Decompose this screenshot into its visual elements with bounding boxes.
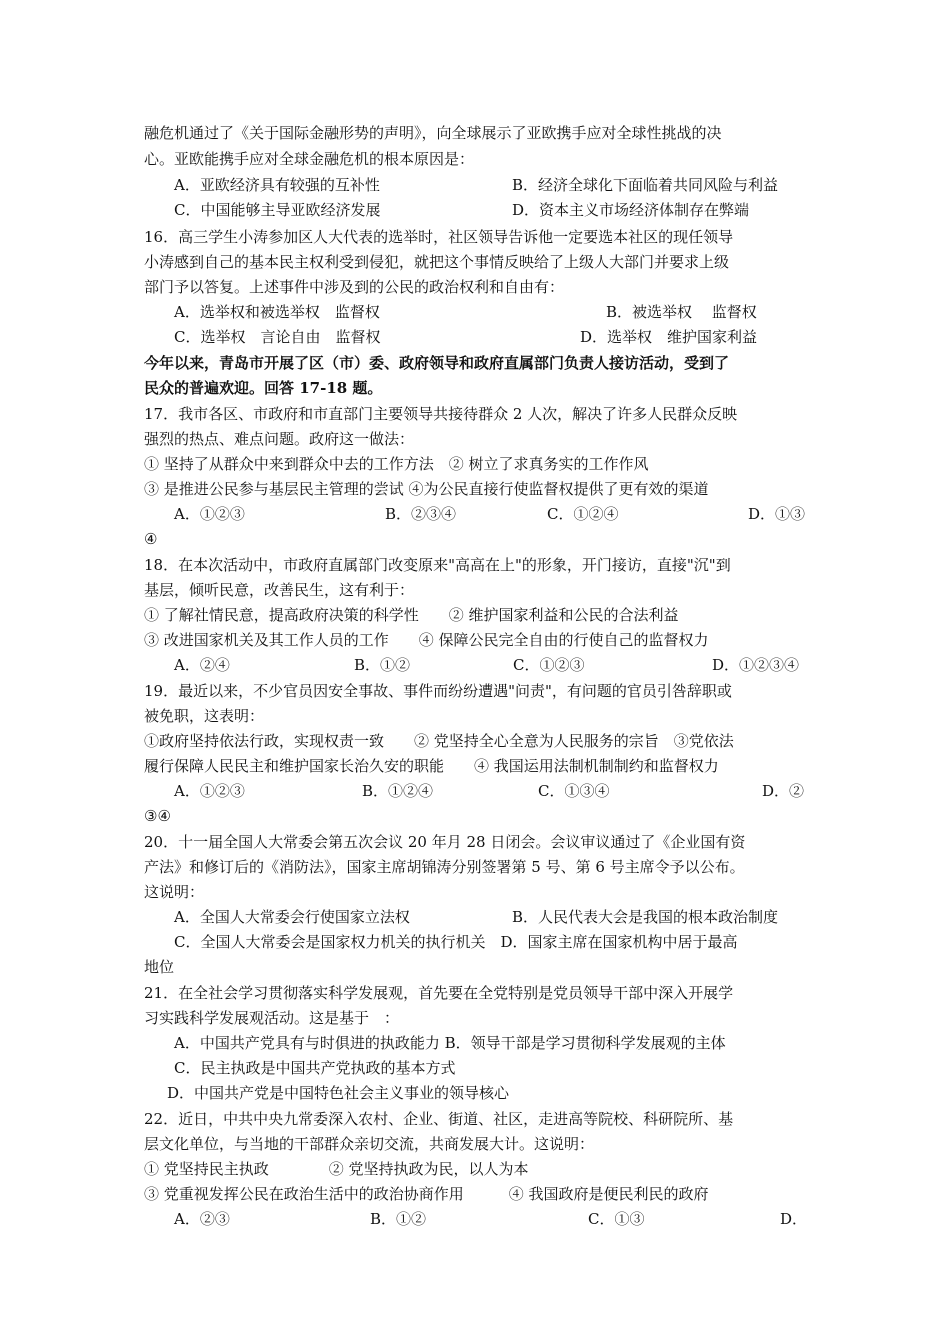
- q15-text-line-1: 融危机通过了《关于国际金融形势的声明》，向全球展示了亚欧携手应对全球性挑战的决: [144, 124, 722, 142]
- q18-text-line-2: 基层，倾听民意，改善民生，这有利于：: [144, 581, 415, 599]
- section-intro-line-2: 民众的普遍欢迎。回答 17-18 题。: [144, 379, 383, 397]
- q19-statement-line-2: 履行保障人民民主和维护国家长治久安的职能 ④ 我国运用法制机制制约和监督权力: [144, 757, 719, 775]
- q16-option-d: D．选举权 维护国家利益: [580, 328, 758, 346]
- q16-text-line-1: 16．高三学生小涛参加区人大代表的选举时，社区领导告诉他一定要选本社区的现任领导: [144, 228, 734, 246]
- q16-text-line-2: 小涛感到自己的基本民主权利受到侵犯，就把这个事情反映给了上级人大部门并要求上级: [144, 253, 730, 271]
- q17-text-line-2: 强烈的热点、难点问题。政府这一做法：: [144, 430, 415, 448]
- q16-text-line-3: 部门予以答复。上述事件中涉及到的公民的政治权利和自由有：: [144, 278, 565, 296]
- q19-option-d-wrap: ③④: [144, 807, 171, 825]
- q20-option-b: B．人民代表大会是我国的根本政治制度: [512, 908, 779, 926]
- q17-option-c: C．①②④: [547, 505, 619, 523]
- q19-option-b: B．①②④: [362, 782, 434, 800]
- q17-option-d-wrap: ④: [144, 530, 158, 548]
- q19-option-a: A．①②③: [174, 782, 245, 800]
- q20-text-line-1: 20．十一届全国人大常委会第五次会议 20 年月 28 日闭会。会议审议通过了《企业国有资: [144, 833, 746, 851]
- q17-text-line-1: 17．我市各区、市政府和市直部门主要领导共接待群众 2 人次，解决了许多人民群众反映: [144, 405, 738, 423]
- q21-option-c: C．民主执政是中国共产党执政的基本方式: [174, 1059, 456, 1077]
- q22-option-a: A．②③: [174, 1210, 230, 1228]
- q20-option-a: A．全国人大常委会行使国家立法权: [174, 908, 410, 926]
- q17-statement-line-2: ③ 是推进公民参与基层民主管理的尝试 ④为公民直接行使监督权提供了更有效的渠道: [144, 480, 709, 498]
- q16-option-a: A．选举权和被选举权 监督权: [174, 303, 380, 321]
- q19-text-line-2: 被免职，这表明：: [144, 707, 265, 725]
- q18-text-line-1: 18．在本次活动中，市政府直属部门改变原来"高高在上"的形象，开门接访，直接"沉"到: [144, 556, 731, 574]
- q22-statement-line-2: ③ 党重视发挥公民在政治生活中的政治协商作用 ④ 我国政府是便民利民的政府: [144, 1185, 709, 1203]
- q20-text-line-2: 产法》和修订后的《消防法》，国家主席胡锦涛分别签署第 5 号、第 6 号主席令予以公布。: [144, 858, 745, 876]
- q18-option-c: C．①②③: [513, 656, 585, 674]
- q22-option-d: D．: [780, 1210, 808, 1228]
- q20-text-line-3: 这说明：: [144, 883, 205, 901]
- q19-statement-line-1: ①政府坚持依法行政，实现权责一致 ② 党坚持全心全意为人民服务的宗旨 ③党依法: [144, 732, 734, 750]
- q16-option-c: C．选举权 言论自由 监督权: [174, 328, 381, 346]
- q22-text-line-2: 层文化单位，与当地的干部群众亲切交流，共商发展大计。这说明：: [144, 1135, 595, 1153]
- q18-option-a: A．②④: [174, 656, 230, 674]
- q15-option-b: B．经济全球化下面临着共同风险与利益: [512, 176, 779, 194]
- q21-text-line-2: 习实践科学发展观活动。这是基于 ：: [144, 1009, 400, 1027]
- q17-option-b: B．②③④: [385, 505, 457, 523]
- q20-option-d-wrap: 地位: [144, 958, 175, 976]
- q15-text-line-2: 心。亚欧能携手应对全球金融危机的根本原因是：: [144, 150, 475, 168]
- q21-option-a-b: A．中国共产党具有与时俱进的执政能力 B．领导干部是学习贯彻科学发展观的主体: [174, 1034, 726, 1052]
- q15-option-a: A．亚欧经济具有较强的互补性: [174, 176, 380, 194]
- q19-option-d: D．②: [762, 782, 805, 800]
- q19-option-c: C．①③④: [538, 782, 610, 800]
- q15-option-d: D．资本主义市场经济体制存在弊端: [512, 201, 750, 219]
- q22-statement-line-1: ① 党坚持民主执政 ② 党坚持执政为民，以人为本: [144, 1160, 529, 1178]
- q22-option-c: C．①③: [588, 1210, 645, 1228]
- q17-statement-line-1: ① 坚持了从群众中来到群众中去的工作方法 ② 树立了求真务实的工作作风: [144, 455, 649, 473]
- q22-option-b: B．①②: [370, 1210, 427, 1228]
- q18-statement-line-1: ① 了解社情民意，提高政府决策的科学性 ② 维护国家利益和公民的合法利益: [144, 606, 679, 624]
- q16-option-b: B．被选举权 监督权: [606, 303, 757, 321]
- q18-statement-line-2: ③ 改进国家机关及其工作人员的工作 ④ 保障公民完全自由的行使自己的监督权力: [144, 631, 709, 649]
- q19-text-line-1: 19．最近以来，不少官员因安全事故、事件而纷纷遭遇"问责"，有问题的官员引咎辞职或: [144, 682, 732, 700]
- q18-option-b: B．①②: [354, 656, 411, 674]
- section-intro-line-1: 今年以来，青岛市开展了区（市）委、政府领导和政府直属部门负责人接访活动，受到了: [144, 354, 730, 372]
- q21-text-line-1: 21．在全社会学习贯彻落实科学发展观，首先要在全党特别是党员领导干部中深入开展学: [144, 984, 734, 1002]
- q17-option-a: A．①②③: [174, 505, 245, 523]
- q15-option-c: C．中国能够主导亚欧经济发展: [174, 201, 381, 219]
- q18-option-d: D．①②③④: [712, 656, 800, 674]
- q17-option-d: D．①③: [748, 505, 806, 523]
- q22-text-line-1: 22．近日，中共中央九常委深入农村、企业、街道、社区，走进高等院校、科研院所、基: [144, 1110, 734, 1128]
- q21-option-d: D．中国共产党是中国特色社会主义事业的领导核心: [167, 1084, 510, 1102]
- q20-option-c-d: C．全国人大常委会是国家权力机关的执行机关 D．国家主席在国家机构中居于最高: [174, 933, 738, 951]
